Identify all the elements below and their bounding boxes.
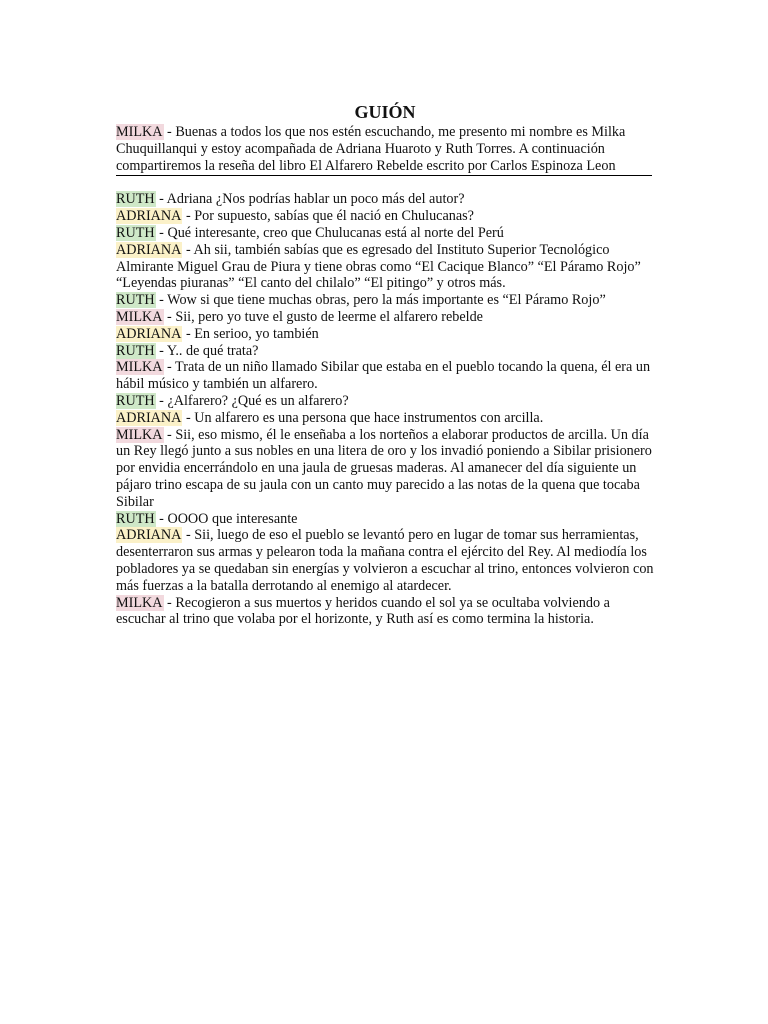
dialogue-text: - ¿Alfarero? ¿Qué es un alfarero? bbox=[155, 392, 349, 409]
dialogue-line bbox=[116, 427, 654, 511]
dialogue-line bbox=[116, 309, 654, 326]
speaker-label: MILKA bbox=[116, 308, 163, 325]
dialogue-text: - Recogieron a sus muertos y heridos cuando el sol ya se ocultaba volviendo a escuchar al trino que volaba por el horizonte, y Ruth así es como termina la historia. bbox=[116, 594, 610, 628]
dialogue-text: - Sii, pero yo tuve el gusto de leerme el alfarero rebelde bbox=[163, 308, 483, 325]
section-divider bbox=[116, 175, 652, 176]
dialogue-text: - Y.. de qué trata? bbox=[155, 342, 259, 359]
dialogue-line bbox=[116, 292, 654, 309]
dialogue-text: - Un alfarero es una persona que hace instrumentos con arcilla. bbox=[182, 409, 544, 426]
speaker-label: ADRIANA bbox=[116, 208, 182, 225]
dialogue-line bbox=[116, 511, 654, 528]
dialogue-text: - Adriana ¿Nos podrías hablar un poco más del autor? bbox=[155, 191, 465, 208]
document-title: GUIÓN bbox=[354, 102, 416, 122]
speaker-label: ADRIANA bbox=[116, 241, 182, 258]
dialogue-line bbox=[116, 410, 654, 427]
dialogue-line bbox=[116, 242, 654, 292]
speaker-label: RUTH bbox=[116, 342, 155, 359]
dialogue-line bbox=[116, 326, 654, 343]
speaker-label: ADRIANA bbox=[116, 527, 182, 544]
dialogue-text: - Ah sii, también sabías que es egresado del Instituto Superior Tecnológico Almirante Miguel Grau de Piura y tiene obras como “El Cacique Blanco” “El Páramo Rojo” “Leyendas piuranas” “El canto del chilalo” “El pitingo” y otros más. bbox=[116, 241, 641, 292]
dialogue-list bbox=[116, 191, 654, 628]
dialogue-text: - En serioo, yo también bbox=[182, 325, 319, 342]
dialogue-text: - Trata de un niño llamado Sibilar que estaba en el pueblo tocando la quena, él era un hábil músico y también un alfarero. bbox=[116, 359, 651, 393]
dialogue-text: - OOOO que interesante bbox=[155, 510, 298, 527]
dialogue-line bbox=[116, 527, 654, 594]
speaker-label: RUTH bbox=[116, 292, 155, 309]
speaker-label: MILKA bbox=[116, 124, 163, 140]
speaker-label: RUTH bbox=[116, 510, 155, 527]
dialogue-line bbox=[116, 208, 654, 225]
speaker-label: ADRIANA bbox=[116, 325, 182, 342]
dialogue-line bbox=[116, 191, 654, 208]
speaker-label: ADRIANA bbox=[116, 409, 182, 426]
dialogue-text: - Sii, luego de eso el pueblo se levantó pero en lugar de tomar sus herramientas, desenterraron sus armas y pelearon toda la mañana contra el ejército del Rey. Al mediodía los pobladores ya se quedaban sin energías y volvieron a escuchar al trino, entonces volvieron con más fuerzas a la batalla derrotando al enemigo al atardecer. bbox=[116, 527, 654, 594]
speaker-label: MILKA bbox=[116, 594, 163, 611]
intro-paragraph bbox=[116, 124, 654, 174]
dialogue-text: - Wow si que tiene muchas obras, pero la más importante es “El Páramo Rojo” bbox=[155, 292, 606, 309]
dialogue-line bbox=[116, 595, 654, 629]
dialogue-line bbox=[116, 343, 654, 360]
dialogue-text: - Qué interesante, creo que Chulucanas está al norte del Perú bbox=[155, 224, 504, 241]
dialogue-line bbox=[116, 393, 654, 410]
speaker-label: MILKA bbox=[116, 359, 163, 376]
speaker-label: MILKA bbox=[116, 426, 163, 443]
dialogue-text: - Sii, eso mismo, él le enseñaba a los norteños a elaborar productos de arcilla. Un día un Rey llegó junto a sus nobles en una litera de oro y los invadió poniendo a Sibilar prisionero por envidia encerrándolo en una jaula de gruesas maderas. Al amanecer del día siguiente un pájaro trino escapa de su jaula con un canto muy parecido a las notas de la quena que tocaba Sibilar bbox=[116, 426, 652, 510]
speaker-label: RUTH bbox=[116, 191, 155, 208]
dialogue-line bbox=[116, 359, 654, 393]
document-page bbox=[116, 100, 654, 628]
speaker-label: RUTH bbox=[116, 392, 155, 409]
dialogue-text: - Por supuesto, sabías que él nació en Chulucanas? bbox=[182, 208, 474, 225]
speaker-label: RUTH bbox=[116, 224, 155, 241]
dialogue-line bbox=[116, 225, 654, 242]
dialogue-text: - Buenas a todos los que nos estén escuchando, me presento mi nombre es Milka Chuquillanqui y estoy acompañada de Adriana Huaroto y Ruth Torres. A continuación compartiremos la reseña del libro El Alfarero Rebelde escrito por Carlos Espinoza Leon bbox=[116, 124, 626, 174]
